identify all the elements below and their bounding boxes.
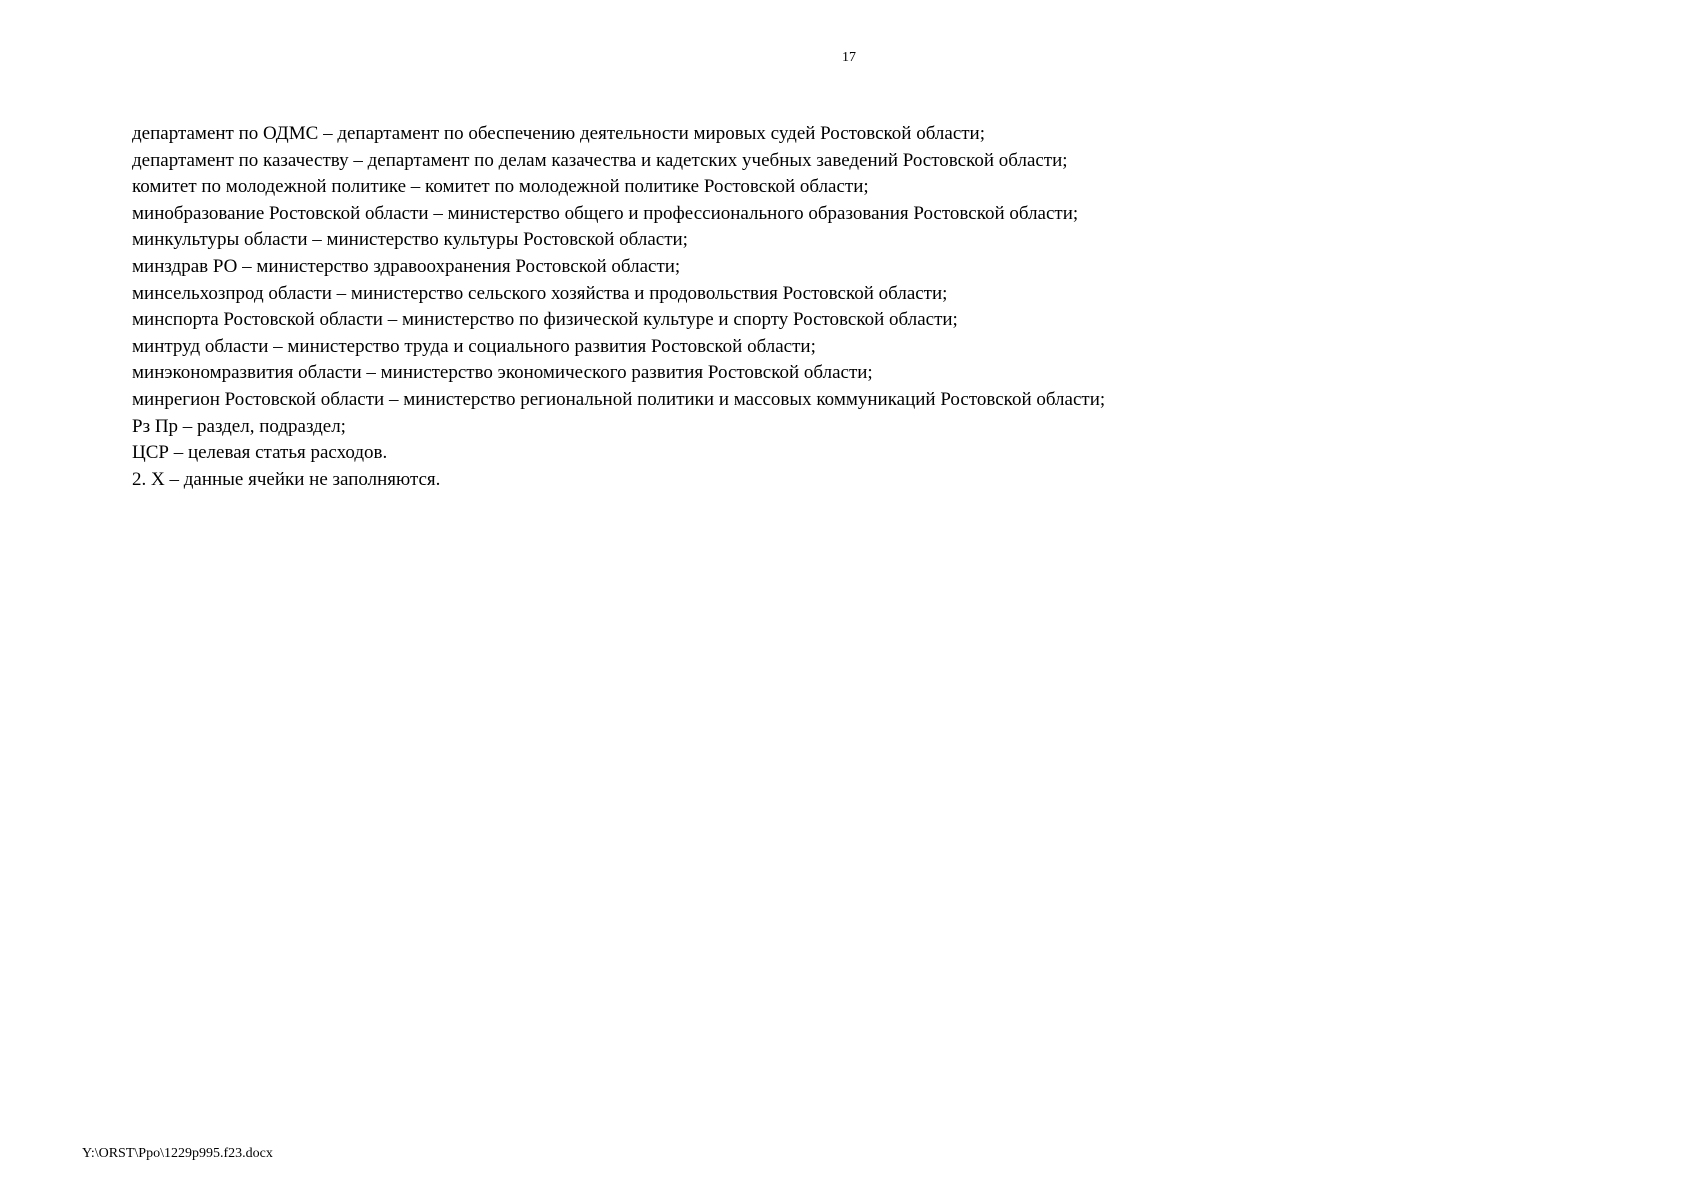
abbreviation-line: минтруд области – министерство труда и социального развития Ростовской области; [132,335,816,357]
abbreviation-line: минкультуры области – министерство культуры Ростовской области; [132,229,688,251]
abbreviation-line: минрегион Ростовской области – министерство региональной политики и массовых коммуникаций Ростовской области; [132,388,1106,410]
abbreviation-line: минспорта Ростовской области – министерство по физической культуре и спорту Ростовской области; [132,309,958,331]
abbreviation-line: Рз Пр – раздел, подраздел; [132,415,346,437]
abbreviation-line: минобразование Ростовской области – министерство общего и профессионального образования Ростовской области; [132,202,1079,224]
abbreviation-line: департамент по казачеству – департамент по делам казачества и кадетских учебных заведений Ростовской области; [132,149,1068,171]
abbreviation-line: комитет по молодежной политике – комитет по молодежной политике Ростовской области; [132,176,869,198]
abbreviation-line: ЦСР – целевая статья расходов. [132,442,388,464]
abbreviation-list [132,121,1582,493]
page-number: 17 [842,50,856,65]
abbreviation-line: минэкономразвития области – министерство экономического развития Ростовской области; [132,362,873,384]
footer-file-path: Y:\ORST\Ppo\1229p995.f23.docx [82,1146,273,1161]
note-line: 2. Х – данные ячейки не заполняются. [132,468,441,490]
abbreviation-line: минздрав РО – министерство здравоохранения Ростовской области; [132,255,681,277]
abbreviation-line: департамент по ОДМС – департамент по обеспечению деятельности мировых судей Ростовской области; [132,123,986,144]
abbreviation-line: минсельхозпрод области – министерство сельского хозяйства и продовольствия Ростовской области; [132,282,948,304]
